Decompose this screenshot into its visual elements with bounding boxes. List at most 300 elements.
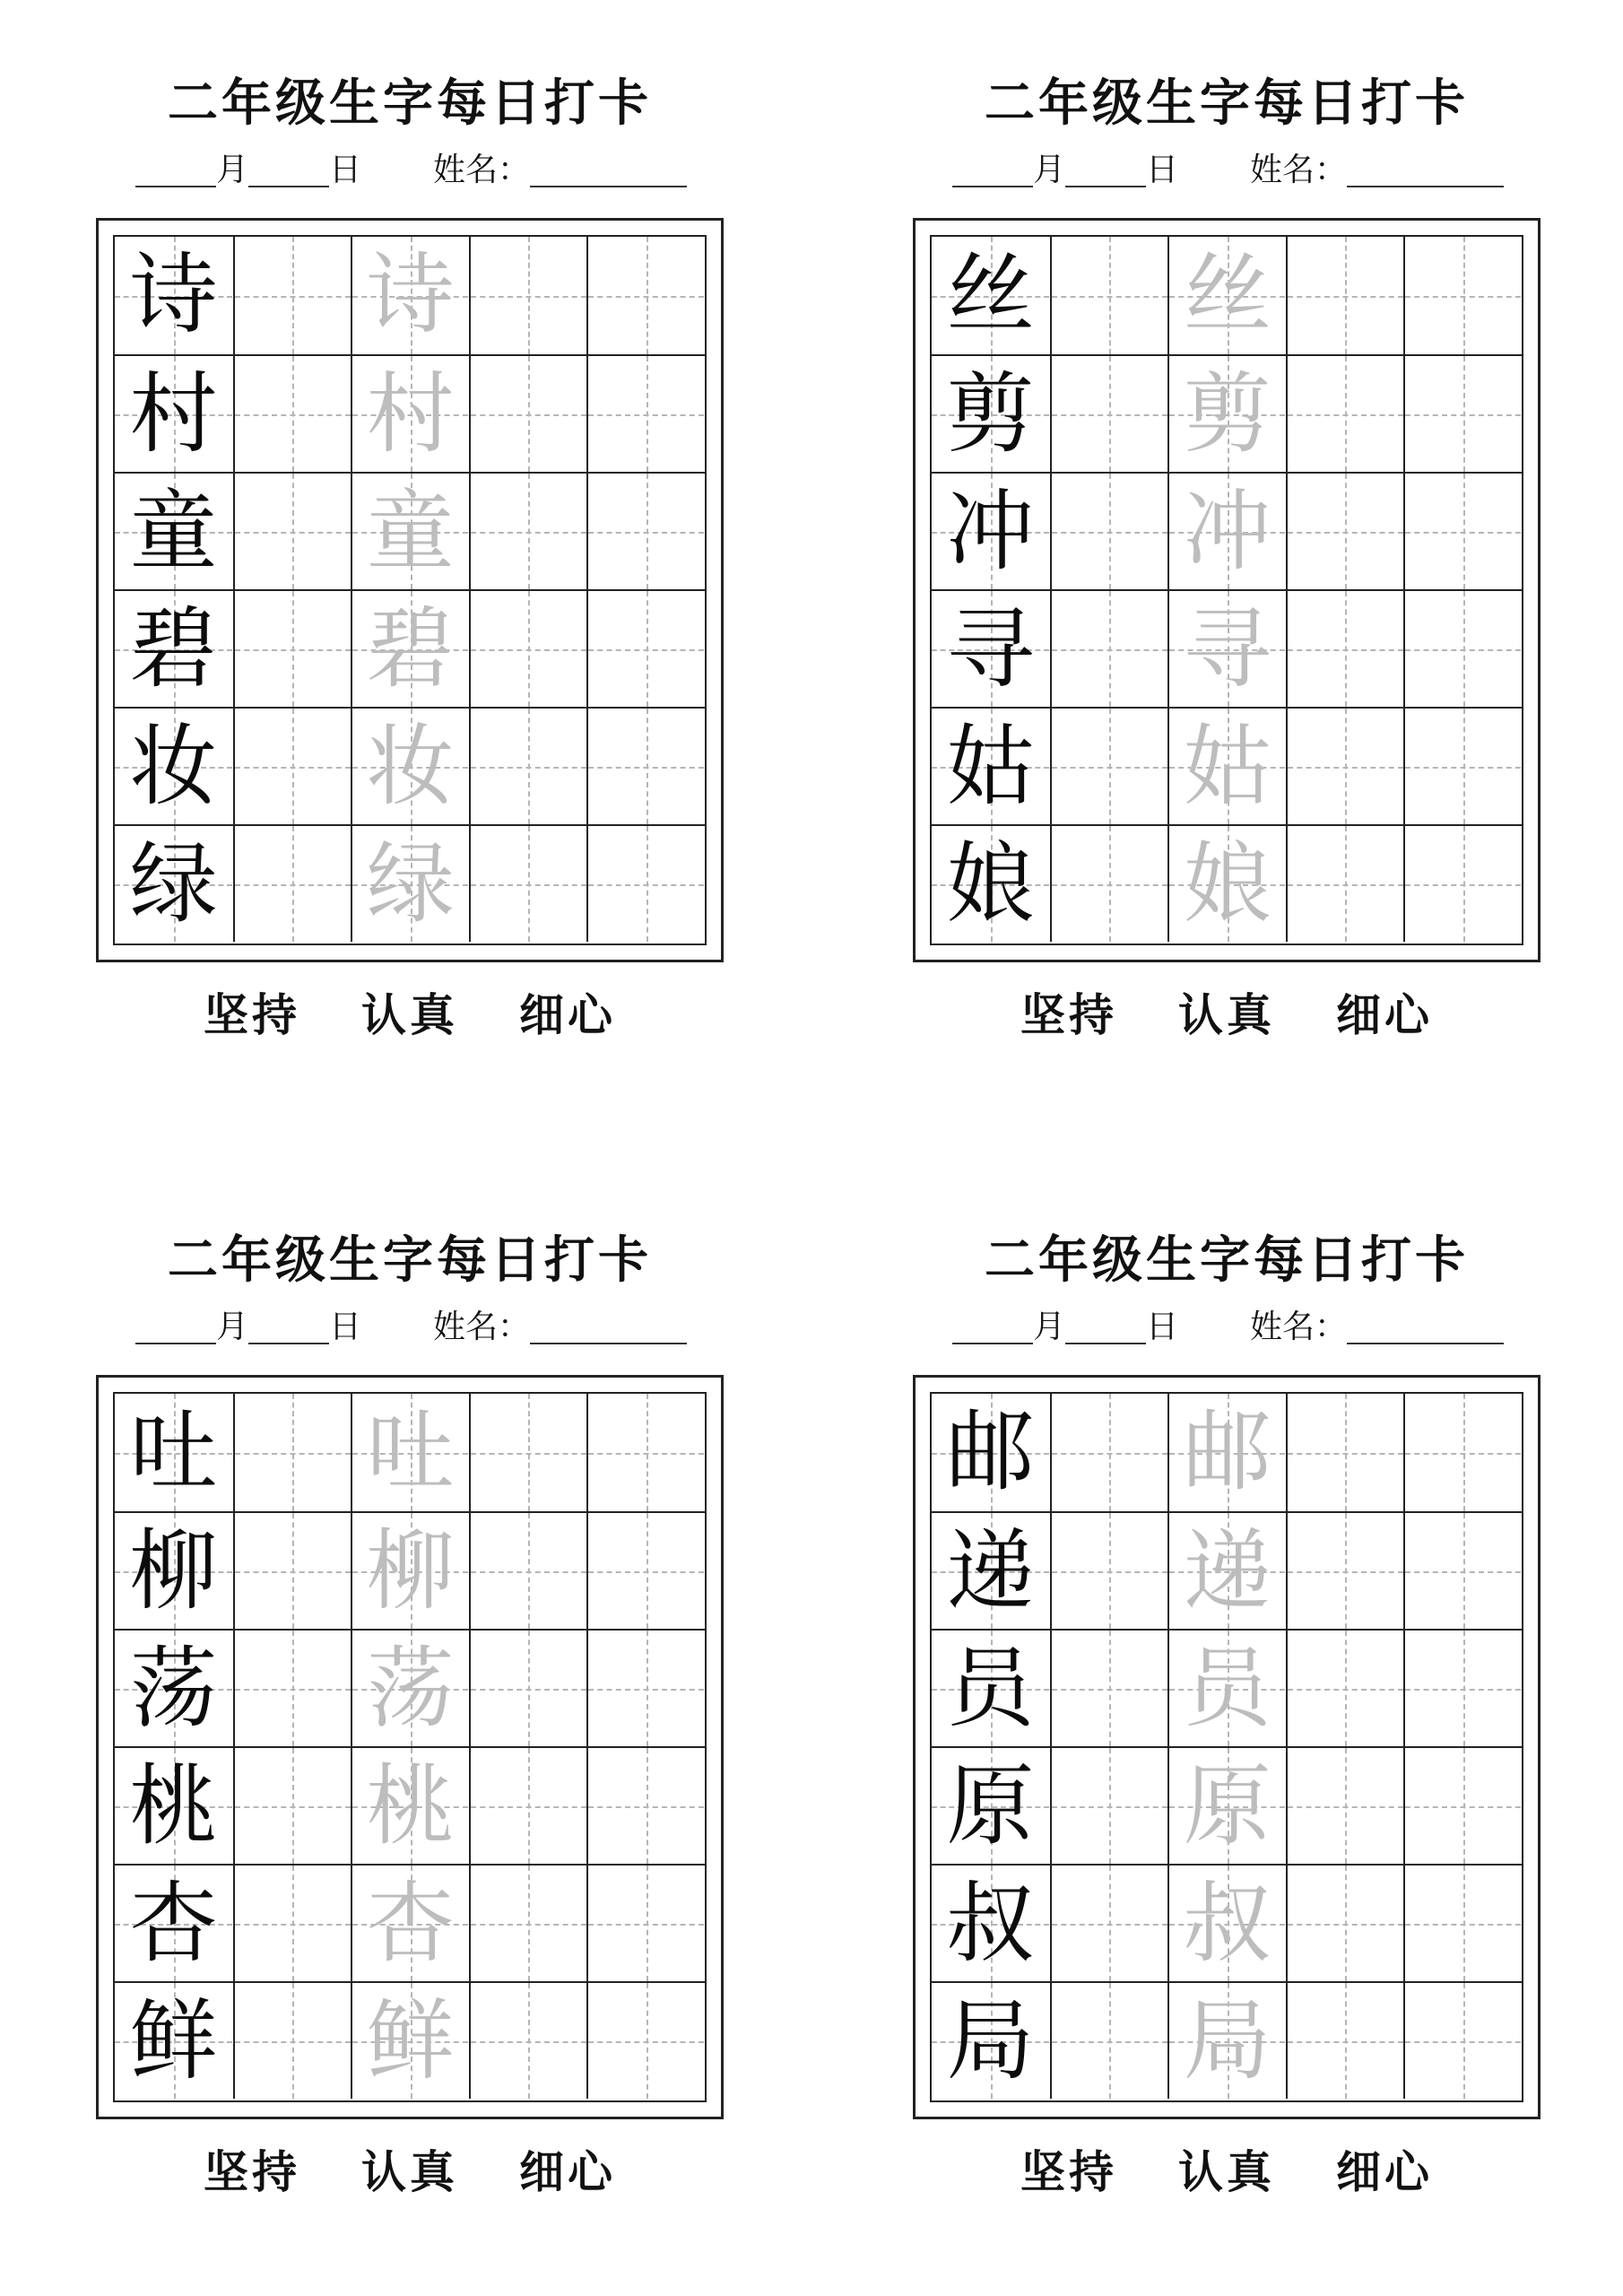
trace-character-cell	[351, 591, 468, 707]
guide-line-horizontal	[471, 1453, 586, 1455]
trace-character: 诗	[366, 244, 455, 346]
trace-character: 娘	[1183, 833, 1271, 935]
model-character: 杏	[129, 1873, 218, 1975]
model-character-cell	[932, 1394, 1049, 1511]
grid-row	[115, 1511, 705, 1629]
guide-line-horizontal	[471, 296, 586, 298]
motto-word: 认真	[1178, 988, 1275, 1041]
model-character: 妆	[129, 716, 218, 818]
model-character: 绿	[129, 833, 218, 935]
practice-cell[interactable]	[1050, 1866, 1167, 1981]
guide-line-horizontal	[1405, 1689, 1521, 1691]
practice-card	[96, 67, 724, 1054]
guide-line-horizontal	[1288, 2041, 1403, 2043]
trace-character: 绿	[366, 833, 455, 935]
practice-cell[interactable]	[469, 709, 586, 824]
trace-character: 碧	[366, 598, 455, 700]
grid-row	[115, 237, 705, 354]
grid-row	[932, 237, 1522, 354]
guide-line-horizontal	[1052, 1453, 1167, 1455]
practice-card	[913, 1224, 1541, 2211]
model-character: 邮	[946, 1401, 1035, 1503]
practice-cell[interactable]	[469, 826, 586, 942]
practice-cell[interactable]	[469, 1983, 586, 2099]
practice-cell[interactable]	[1286, 237, 1403, 354]
name-blank[interactable]	[1347, 1310, 1504, 1344]
grid-row	[932, 472, 1522, 589]
model-character-cell	[932, 356, 1049, 472]
guide-line-horizontal	[1052, 884, 1167, 886]
practice-cell[interactable]	[233, 1631, 351, 1746]
grid-frame	[913, 1375, 1541, 2119]
trace-character: 姑	[1183, 716, 1271, 818]
practice-card	[913, 67, 1541, 1054]
trace-character: 丝	[1183, 244, 1271, 346]
guide-line-horizontal	[1405, 532, 1521, 534]
day-blank[interactable]	[248, 1310, 329, 1344]
practice-cell[interactable]	[1050, 826, 1167, 942]
trace-character-cell	[1167, 1748, 1285, 1864]
guide-line-horizontal	[1288, 1806, 1403, 1808]
practice-cell[interactable]	[1286, 356, 1403, 472]
trace-character-cell	[351, 474, 468, 589]
grid-row	[115, 472, 705, 589]
guide-line-horizontal	[471, 2041, 586, 2043]
grid-row	[932, 1511, 1522, 1629]
model-character: 柳	[129, 1520, 218, 1622]
practice-cell[interactable]	[586, 709, 704, 824]
trace-character-cell	[351, 237, 468, 354]
practice-cell[interactable]	[233, 1866, 351, 1981]
grid-row	[115, 1629, 705, 1746]
practice-cell[interactable]	[233, 709, 351, 824]
month-label: 月	[1033, 152, 1066, 188]
writing-grid	[113, 235, 707, 945]
grid-row	[932, 589, 1522, 707]
practice-cell[interactable]	[1050, 1748, 1167, 1864]
model-character: 桃	[129, 1755, 218, 1857]
day-label: 日	[1146, 152, 1179, 188]
trace-character-cell	[1167, 237, 1285, 354]
practice-cell[interactable]	[586, 826, 704, 942]
practice-cell[interactable]	[586, 1866, 704, 1981]
guide-line-horizontal	[588, 1806, 704, 1808]
day-blank[interactable]	[1065, 153, 1146, 187]
practice-cell[interactable]	[469, 1866, 586, 1981]
motto-word: 坚持	[1020, 988, 1117, 1041]
guide-line-horizontal	[235, 1453, 351, 1455]
guide-line-horizontal	[1052, 532, 1167, 534]
guide-line-horizontal	[1405, 1806, 1521, 1808]
trace-character: 寻	[1183, 598, 1271, 700]
trace-character: 荡	[366, 1638, 455, 1740]
guide-line-horizontal	[588, 1453, 704, 1455]
month-blank[interactable]	[952, 153, 1033, 187]
practice-cell[interactable]	[586, 1513, 704, 1629]
grid-row	[115, 707, 705, 824]
month-label: 月	[216, 1309, 249, 1345]
card-title: 二年级生字每日打卡	[168, 74, 652, 133]
model-character-cell	[115, 1748, 232, 1864]
grid-row	[932, 1746, 1522, 1864]
model-character-cell	[932, 1631, 1049, 1746]
month-blank[interactable]	[952, 1310, 1033, 1344]
grid-row	[115, 589, 705, 707]
trace-character: 柳	[366, 1520, 455, 1622]
model-character-cell	[115, 591, 232, 707]
trace-character-cell	[351, 709, 468, 824]
grid-frame	[913, 218, 1541, 962]
model-character: 诗	[129, 244, 218, 346]
name-blank[interactable]	[1347, 153, 1504, 187]
guide-line-horizontal	[471, 1689, 586, 1691]
model-character-cell	[115, 1866, 232, 1981]
model-character-cell	[932, 474, 1049, 589]
model-character-cell	[932, 826, 1049, 942]
model-character: 原	[946, 1755, 1035, 1857]
model-character: 剪	[946, 363, 1035, 465]
grid-row	[932, 707, 1522, 824]
trace-character-cell	[1167, 356, 1285, 472]
guide-line-horizontal	[1052, 296, 1167, 298]
practice-cell[interactable]	[1403, 1866, 1521, 1981]
trace-character-cell	[1167, 591, 1285, 707]
model-character: 鲜	[129, 1990, 218, 2092]
practice-cell[interactable]	[1403, 1631, 1521, 1746]
guide-line-horizontal	[588, 2041, 704, 2043]
card-title: 二年级生字每日打卡	[985, 1231, 1469, 1290]
practice-cell[interactable]	[233, 591, 351, 707]
practice-cell[interactable]	[1403, 356, 1521, 472]
guide-line-horizontal	[235, 1924, 351, 1926]
practice-cell[interactable]	[1050, 237, 1167, 354]
practice-cell[interactable]	[586, 1748, 704, 1864]
date-name-line	[952, 1305, 1541, 1350]
motto-word: 认真	[361, 2145, 458, 2198]
guide-line-horizontal	[1052, 1806, 1167, 1808]
trace-character: 桃	[366, 1755, 455, 1857]
guide-line-horizontal	[588, 649, 704, 651]
trace-character: 叔	[1183, 1873, 1271, 1975]
motto-word: 坚持	[1020, 2145, 1117, 2198]
motto-word: 认真	[361, 988, 458, 1041]
day-blank[interactable]	[248, 153, 329, 187]
practice-cell[interactable]	[233, 1983, 351, 2099]
writing-grid	[930, 235, 1523, 945]
trace-character: 杏	[366, 1873, 455, 1975]
guide-line-horizontal	[235, 649, 351, 651]
name-label: 姓名：	[1250, 152, 1348, 188]
guide-line-horizontal	[1288, 884, 1403, 886]
grid-row	[115, 824, 705, 942]
day-blank[interactable]	[1065, 1310, 1146, 1344]
month-blank[interactable]	[135, 1310, 216, 1344]
model-character: 寻	[946, 598, 1035, 700]
guide-line-horizontal	[1288, 1571, 1403, 1573]
practice-cell[interactable]	[1050, 709, 1167, 824]
model-character-cell	[932, 709, 1049, 824]
practice-cell[interactable]	[586, 237, 704, 354]
trace-character: 原	[1183, 1755, 1271, 1857]
model-character: 递	[946, 1520, 1035, 1622]
trace-character-cell	[1167, 709, 1285, 824]
trace-character-cell	[1167, 1983, 1285, 2099]
practice-cell[interactable]	[233, 826, 351, 942]
motto-word: 认真	[1178, 2145, 1275, 2198]
grid-frame	[96, 218, 724, 962]
model-character-cell	[115, 709, 232, 824]
trace-character-cell	[1167, 1631, 1285, 1746]
grid-frame	[96, 1375, 724, 2119]
practice-cell[interactable]	[1403, 1983, 1521, 2099]
practice-cell[interactable]	[586, 1983, 704, 2099]
practice-cell[interactable]	[1050, 1394, 1167, 1511]
practice-cell[interactable]	[233, 1394, 351, 1511]
trace-character: 妆	[366, 716, 455, 818]
guide-line-horizontal	[235, 1689, 351, 1691]
guide-line-horizontal	[1288, 767, 1403, 769]
trace-character-cell	[1167, 474, 1285, 589]
model-character: 局	[946, 1990, 1035, 2092]
model-character-cell	[932, 237, 1049, 354]
practice-cell[interactable]	[1403, 237, 1521, 354]
guide-line-horizontal	[1288, 1453, 1403, 1455]
practice-cell[interactable]	[586, 1631, 704, 1746]
practice-cell[interactable]	[233, 1748, 351, 1864]
name-label: 姓名：	[433, 152, 531, 188]
practice-cell[interactable]	[586, 591, 704, 707]
practice-cell[interactable]	[1286, 1983, 1403, 2099]
model-character-cell	[932, 591, 1049, 707]
model-character-cell	[932, 1866, 1049, 1981]
grid-row	[932, 824, 1522, 942]
writing-grid	[113, 1392, 707, 2102]
practice-cell[interactable]	[1286, 1394, 1403, 1511]
date-name-line	[952, 148, 1541, 193]
practice-cell[interactable]	[1403, 474, 1521, 589]
grid-row	[115, 1746, 705, 1864]
practice-cell[interactable]	[469, 591, 586, 707]
trace-character-cell	[351, 356, 468, 472]
month-label: 月	[216, 152, 249, 188]
guide-line-horizontal	[1288, 414, 1403, 416]
grid-row	[932, 1394, 1522, 1511]
trace-character: 递	[1183, 1520, 1271, 1622]
name-label: 姓名：	[1250, 1309, 1348, 1345]
trace-character-cell	[1167, 1394, 1285, 1511]
model-character: 村	[129, 363, 218, 465]
trace-character: 冲	[1183, 481, 1271, 583]
practice-cell[interactable]	[233, 237, 351, 354]
practice-cell[interactable]	[233, 356, 351, 472]
grid-row	[932, 1629, 1522, 1746]
practice-cell[interactable]	[469, 1394, 586, 1511]
practice-cell[interactable]	[469, 474, 586, 589]
guide-line-horizontal	[1288, 1924, 1403, 1926]
writing-grid	[930, 1392, 1523, 2102]
practice-cell[interactable]	[1403, 1748, 1521, 1864]
guide-line-horizontal	[471, 767, 586, 769]
practice-cell[interactable]	[1050, 1631, 1167, 1746]
practice-cell[interactable]	[469, 1631, 586, 1746]
practice-cell[interactable]	[469, 1748, 586, 1864]
practice-cell[interactable]	[1286, 474, 1403, 589]
model-character-cell	[115, 1631, 232, 1746]
practice-cell[interactable]	[1286, 1513, 1403, 1629]
grid-row	[115, 1864, 705, 1981]
practice-cell[interactable]	[586, 1394, 704, 1511]
model-character: 叔	[946, 1873, 1035, 1975]
guide-line-horizontal	[588, 296, 704, 298]
date-name-line	[135, 148, 724, 193]
trace-character-cell	[351, 826, 468, 942]
month-blank[interactable]	[135, 153, 216, 187]
practice-cell[interactable]	[1050, 474, 1167, 589]
practice-cell[interactable]	[1403, 591, 1521, 707]
guide-line-horizontal	[1405, 2041, 1521, 2043]
practice-cell[interactable]	[1286, 1748, 1403, 1864]
month-label: 月	[1033, 1309, 1066, 1345]
guide-line-horizontal	[588, 767, 704, 769]
motto-footer	[96, 2141, 724, 2204]
guide-line-horizontal	[588, 1689, 704, 1691]
trace-character-cell	[1167, 1513, 1285, 1629]
practice-cell[interactable]	[586, 474, 704, 589]
guide-line-horizontal	[235, 1571, 351, 1573]
practice-cell[interactable]	[1286, 591, 1403, 707]
practice-cell[interactable]	[1403, 1394, 1521, 1511]
guide-line-horizontal	[1405, 1453, 1521, 1455]
model-character: 荡	[129, 1638, 218, 1740]
motto-footer	[913, 2141, 1541, 2204]
guide-line-horizontal	[1052, 2041, 1167, 2043]
guide-line-horizontal	[1288, 296, 1403, 298]
model-character: 碧	[129, 598, 218, 700]
guide-line-horizontal	[1052, 1924, 1167, 1926]
practice-cell[interactable]	[469, 1513, 586, 1629]
guide-line-horizontal	[235, 1806, 351, 1808]
date-name-line	[135, 1305, 724, 1350]
trace-character: 剪	[1183, 363, 1271, 465]
name-label: 姓名：	[433, 1309, 531, 1345]
grid-row	[115, 354, 705, 472]
guide-line-horizontal	[235, 2041, 351, 2043]
trace-character-cell	[351, 1983, 468, 2099]
practice-cell[interactable]	[1286, 1631, 1403, 1746]
motto-word: 细心	[1336, 2145, 1433, 2198]
motto-word: 坚持	[204, 2145, 300, 2198]
guide-line-horizontal	[1405, 767, 1521, 769]
day-label: 日	[329, 1309, 362, 1345]
trace-character-cell	[1167, 1866, 1285, 1981]
practice-cell[interactable]	[1403, 1513, 1521, 1629]
guide-line-horizontal	[588, 884, 704, 886]
guide-line-horizontal	[1288, 649, 1403, 651]
motto-word: 细心	[519, 988, 616, 1041]
guide-line-horizontal	[588, 1571, 704, 1573]
practice-cell[interactable]	[469, 237, 586, 354]
practice-cell[interactable]	[233, 1513, 351, 1629]
motto-word: 细心	[1336, 988, 1433, 1041]
guide-line-horizontal	[235, 296, 351, 298]
practice-cell[interactable]	[233, 474, 351, 589]
practice-cell[interactable]	[1286, 709, 1403, 824]
model-character: 娘	[946, 833, 1035, 935]
guide-line-horizontal	[588, 532, 704, 534]
grid-row	[115, 1981, 705, 2099]
trace-character: 村	[366, 363, 455, 465]
practice-cell[interactable]	[1286, 1866, 1403, 1981]
model-character-cell	[932, 1748, 1049, 1864]
model-character-cell	[932, 1513, 1049, 1629]
guide-line-horizontal	[471, 1924, 586, 1926]
guide-line-horizontal	[471, 414, 586, 416]
practice-cell[interactable]	[1050, 1983, 1167, 2099]
guide-line-horizontal	[1052, 649, 1167, 651]
model-character-cell	[932, 1983, 1049, 2099]
model-character-cell	[115, 826, 232, 942]
guide-line-horizontal	[1405, 296, 1521, 298]
model-character: 吐	[129, 1401, 218, 1503]
model-character-cell	[115, 474, 232, 589]
trace-character-cell	[1167, 826, 1285, 942]
guide-line-horizontal	[1405, 414, 1521, 416]
trace-character: 鲜	[366, 1990, 455, 2092]
guide-line-horizontal	[588, 1924, 704, 1926]
guide-line-horizontal	[235, 884, 351, 886]
practice-cell[interactable]	[1050, 1513, 1167, 1629]
guide-line-horizontal	[1052, 1689, 1167, 1691]
motto-footer	[913, 984, 1541, 1047]
practice-cell[interactable]	[1286, 826, 1403, 942]
motto-footer	[96, 984, 724, 1047]
guide-line-horizontal	[1405, 649, 1521, 651]
practice-cell[interactable]	[469, 356, 586, 472]
trace-character: 局	[1183, 1990, 1271, 2092]
grid-row	[932, 1981, 1522, 2099]
practice-cell[interactable]	[1403, 826, 1521, 942]
name-blank[interactable]	[530, 153, 687, 187]
guide-line-horizontal	[471, 1571, 586, 1573]
guide-line-horizontal	[471, 649, 586, 651]
practice-cell[interactable]	[1403, 709, 1521, 824]
name-blank[interactable]	[530, 1310, 687, 1344]
guide-line-horizontal	[235, 414, 351, 416]
grid-row	[932, 1864, 1522, 1981]
trace-character-cell	[351, 1748, 468, 1864]
trace-character-cell	[351, 1513, 468, 1629]
trace-character: 吐	[366, 1401, 455, 1503]
model-character-cell	[115, 1394, 232, 1511]
model-character: 丝	[946, 244, 1035, 346]
practice-cell[interactable]	[586, 356, 704, 472]
practice-cell[interactable]	[1050, 591, 1167, 707]
card-title: 二年级生字每日打卡	[168, 1231, 652, 1290]
grid-row	[115, 1394, 705, 1511]
guide-line-horizontal	[1052, 414, 1167, 416]
motto-word: 坚持	[204, 988, 300, 1041]
trace-character: 邮	[1183, 1401, 1271, 1503]
practice-cell[interactable]	[1050, 356, 1167, 472]
trace-character-cell	[351, 1631, 468, 1746]
guide-line-horizontal	[1405, 1571, 1521, 1573]
guide-line-horizontal	[471, 532, 586, 534]
practice-card	[96, 1224, 724, 2211]
guide-line-horizontal	[235, 532, 351, 534]
model-character: 童	[129, 481, 218, 583]
grid-row	[932, 354, 1522, 472]
guide-line-horizontal	[235, 767, 351, 769]
